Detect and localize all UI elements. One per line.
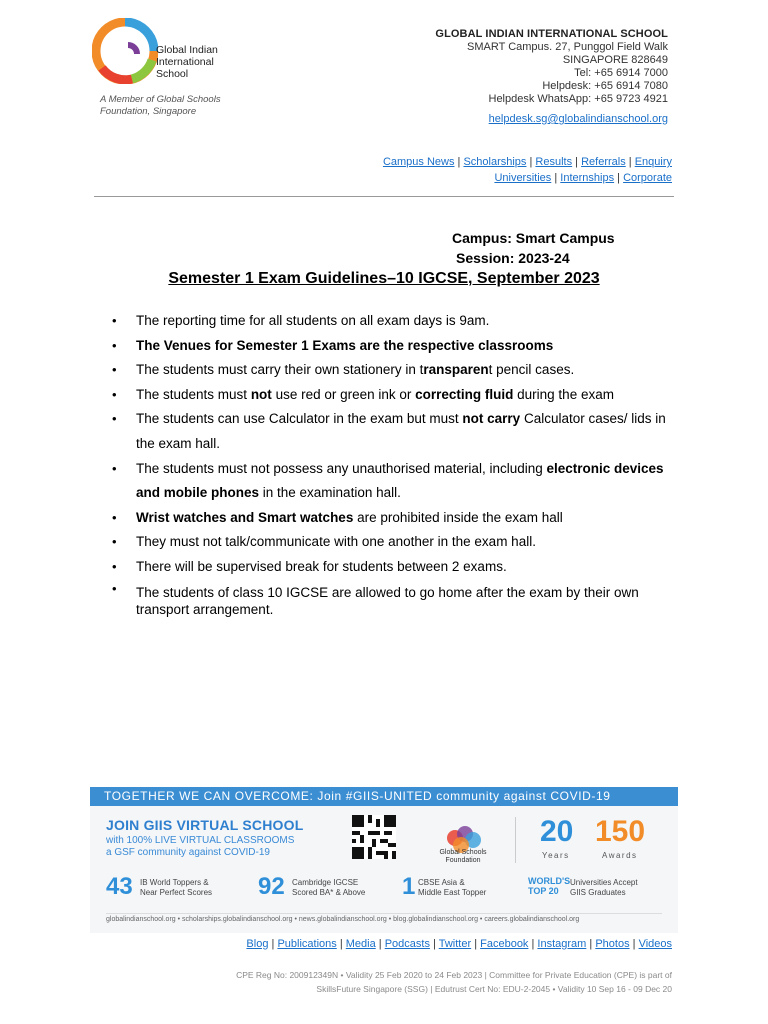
legal-line: SkillsFuture Singapore (SSG) | Edutrust Cert No: EDU-2-2045 • Validity 10 Sep 16 - 09 Dec 20 [316,984,672,994]
legal-line: CPE Reg No: 200912349N • Validity 25 Feb 2020 to 24 Feb 2023 | Committee for Private Education (CPE) is part of [236,970,672,980]
stat-cbse-number: 1 [402,873,416,900]
top20-text [570,878,638,897]
school-name: GLOBAL INDIAN INTERNATIONAL SCHOOL [435,28,668,40]
social-links: Blog | Publications | Media | Podcasts | Twitter | Facebook | Instagram | Photos | Videos [246,938,672,950]
link-universities[interactable]: Universities [494,172,552,184]
guideline-item [112,309,680,334]
qr-code-icon [352,815,396,859]
social-link-podcasts[interactable]: Podcasts [384,938,430,950]
address-line: SMART Campus. 27, Punggol Field Walk [467,41,668,53]
stat-line: Middle East Topper [418,887,487,897]
guideline-emphasis: correcting fluid [415,386,514,402]
legal-footer [236,968,672,996]
address-line: SINGAPORE 828649 [562,54,668,66]
gsf-line: Global Schools [439,849,487,856]
member-tagline [100,94,270,118]
social-link-photos[interactable]: Photos [595,938,630,950]
guideline-item [112,334,680,359]
guideline-text: The students of class 10 IGCSE are allowed to go home after the exam by their own transport arrangement. [136,584,639,617]
guideline-item [112,358,680,383]
guideline-emphasis: The Venues for Semester 1 Exams are the respective classrooms [136,337,554,353]
gsf-line: Foundation [445,857,481,864]
guideline-item [112,506,680,531]
phone-line: Tel: +65 6914 7000 [574,67,668,79]
guideline-emphasis: not [250,386,272,402]
top20-badge [528,876,570,896]
helpdesk-email-link[interactable]: helpdesk.sg@globalindianschool.org [488,113,668,125]
helpdesk-line: Helpdesk: +65 6914 7080 [542,80,668,92]
quick-links-row-2: Universities | Internships | Corporate [494,172,672,184]
guideline-text: use red or green ink or [271,386,416,402]
link-results[interactable]: Results [535,156,573,168]
guideline-emphasis: not carry [462,411,521,427]
guideline-text: are prohibited inside the exam hall [353,509,563,525]
guideline-text: The students must [136,386,251,402]
quick-links-row-1: Campus News | Scholarships | Results | Referrals | Enquiry [382,156,672,168]
guideline-emphasis: electronic devices and mobile phones [136,460,664,501]
top20-text-line: Universities Accept [570,878,638,887]
social-link-media[interactable]: Media [345,938,376,950]
top20-line: WORLD'S [528,876,571,886]
link-scholarships[interactable]: Scholarships [463,156,527,168]
stat-igcse-text [292,878,365,897]
awards-label: Awards [602,851,638,860]
guideline-text: The students must not possess any unauthorised material, including [136,460,547,476]
campus-label: Campus: Smart Campus [452,230,615,246]
stat-line: Cambridge IGCSE [292,878,359,887]
virtual-line: with 100% LIVE VIRTUAL CLASSROOMS [106,835,295,846]
guideline-item [112,530,680,555]
logo-line: International [156,56,214,68]
school-logo [92,18,232,128]
logo-line: School [156,68,189,80]
link-campus-news[interactable]: Campus News [382,156,455,168]
guideline-text: The reporting time for all students on all exam days is 9am. [136,313,490,328]
social-link-facebook[interactable]: Facebook [480,938,529,950]
guideline-item [112,555,680,580]
social-link-instagram[interactable]: Instagram [537,938,587,950]
social-link-blog[interactable]: Blog [246,938,269,950]
quick-links [383,154,672,186]
guideline-text: The students can use Calculator in the exam but must [136,411,463,427]
guidelines-list [112,309,680,618]
stat-line: IB World Toppers & [140,878,209,887]
link-corporate[interactable]: Corporate [623,172,672,184]
whatsapp-line: Helpdesk WhatsApp: +65 9723 4921 [488,93,668,105]
giis-logo-icon [92,18,158,84]
link-enquiry[interactable]: Enquiry [634,156,672,168]
guideline-text: t pencil cases. [488,362,575,378]
guideline-text: in the examination hall. [259,485,401,501]
guideline-text: There will be supervised break for students between 2 exams. [136,558,507,574]
stat-line: CBSE Asia & [418,878,465,887]
stat-line: Near Perfect Scores [140,887,213,897]
session-label: Session: 2023-24 [456,250,570,266]
logo-line: Global Indian [156,44,218,56]
page-title: Semester 1 Exam Guidelines–10 IGCSE, September 2023 [168,270,600,287]
header-divider [94,196,674,197]
stat-cbse-text [418,878,486,897]
stat-line: Scored BA* & Above [292,887,366,897]
guideline-emphasis: ransparen [423,362,489,378]
member-line: Foundation, Singapore [100,106,197,117]
banner-site-list: globalindianschool.org • scholarships.globalindianschool.org • news.globalindianschool.org • blog.globalindianschool.org • careers.globalindianschool.org [106,913,662,923]
logo-school-name [156,44,236,80]
guideline-text: Calculator cases/ lids in the exam hall. [136,411,666,451]
stat-igcse-number: 92 [258,873,285,900]
awards-number: 150 [595,815,646,848]
social-link-twitter[interactable]: Twitter [438,938,472,950]
guideline-text: during the exam [513,386,614,402]
stat-ib-text [140,878,212,897]
social-link-publications[interactable]: Publications [277,938,337,950]
virtual-line: a GSF community against COVID-19 [106,847,270,858]
guideline-item [112,383,680,408]
virtual-school-title: JOIN GIIS VIRTUAL SCHOOL [106,817,304,833]
link-referrals[interactable]: Referrals [581,156,626,168]
guideline-emphasis: Wrist watches and Smart watches [136,509,354,525]
years-label: Years [542,851,570,860]
guideline-item [112,407,680,456]
virtual-school-subtitle [106,835,294,859]
link-internships[interactable]: Internships [560,172,615,184]
banner-headline: TOGETHER WE CAN OVERCOME: Join #GIIS-UNITED community against COVID-19 [90,787,678,806]
social-link-videos[interactable]: Videos [638,938,672,950]
stat-ib-number: 43 [106,873,133,900]
guideline-item [112,457,680,506]
years-number: 20 [540,815,574,848]
top20-text-line: GIIS Graduates [570,887,626,897]
top20-line: TOP 20 [528,886,559,896]
promo-banner [90,787,678,933]
guideline-item [112,580,680,618]
banner-divider [515,817,516,863]
guideline-text: They must not talk/communicate with one another in the exam hall. [136,534,536,550]
guideline-text: The students must carry their own stationery in t [136,362,424,378]
school-address-block [435,28,668,126]
gsf-label [430,849,496,865]
member-line: A Member of Global Schools [100,94,221,105]
